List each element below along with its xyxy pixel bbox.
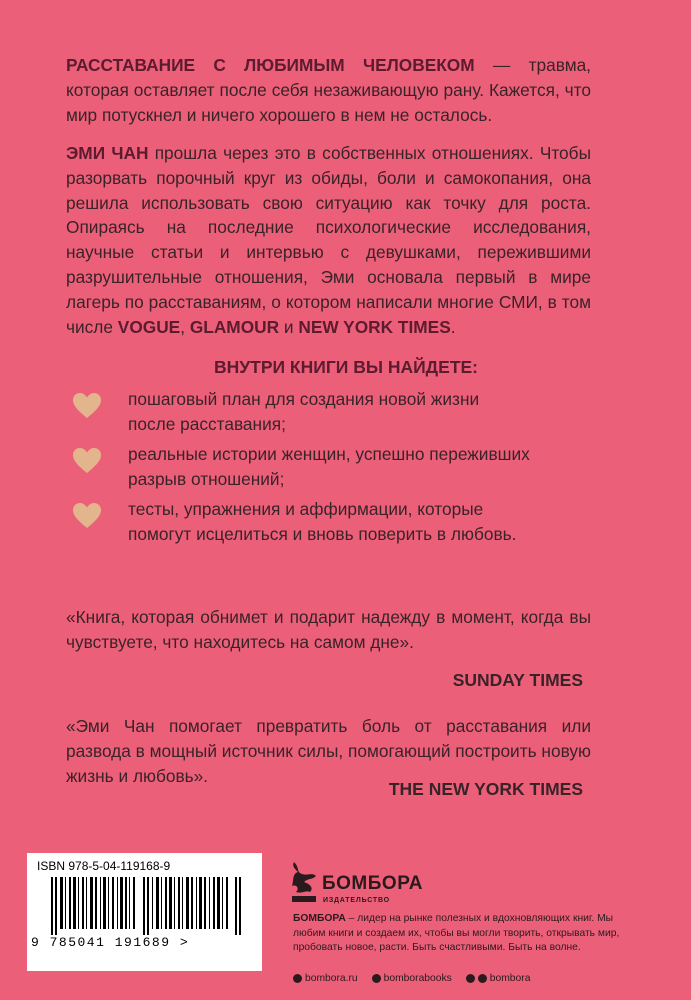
barcode [27,853,262,971]
social-label: bombora [489,973,531,984]
heart-icon [73,448,101,474]
intro-paragraph [66,53,591,127]
isbn-number: ISBN 978-5-04-119168-9 [37,859,171,873]
social-telegram [466,973,531,984]
media-vogue: VOGUE [117,316,181,337]
bullet-line: пошаговый план для создания новой жизни [128,389,480,409]
bombora-logo-icon [290,860,320,906]
facebook-icon [466,974,475,983]
publisher-description-text: – лидер на рынке полезных и вдохновляющих книг. Мы любим книги и создаем их, чтобы вы могли творить, открывать мир, пробовать новое, расти. Быть счастливыми. Быть на волне. [293,913,620,953]
media-sep-2: и [279,316,299,337]
bullet-text [128,442,628,492]
social-label: bomborabooks [383,973,452,984]
media-sep-1: , [180,316,190,337]
publisher-logo-subtitle: ИЗДАТЕЛЬСТВО [323,897,390,904]
heart-icon [73,503,101,529]
social-vk [372,973,452,984]
barcode-digits: 9 785041 191689 > [31,935,190,950]
bullet-text [128,387,628,437]
telegram-icon [478,974,487,983]
intro-lead-text: — травма, которая оставляет после себя незаживающую рану. Кажется, что мир потускнел и ничего хорошего в нем не осталось. [66,55,591,125]
media-nyt: NEW YORK TIMES [298,316,451,337]
media-glamour: GLAMOUR [189,316,280,337]
publisher-description-name: БОМБОРА [293,913,346,924]
instagram-icon [293,974,302,983]
social-website [293,973,358,984]
quote-text: «Книга, которая обнимет и подарит надежду в момент, когда вы чувствуете, что находитесь на самом дне». [66,607,591,652]
heart-icon [73,393,101,419]
author-text: прошла через это в собственных отношениях. Чтобы разорвать порочный круг из обиды, боли и самокопания, она решила использовать свою ситуацию как точку для роста. Опираясь на последние психологические исследования, научные статьи и интервью с девушками, пережившими разрушительные отношения, Эми основала первый в мире лагерь по расставаниям, о котором написали многие СМИ, в том числе [66,143,591,337]
quote-text: «Эми Чан помогает превратить боль от расставания или развода в мощный источник силы, помогающий построить новую жизнь и любовь». [66,716,591,786]
social-links [293,973,530,984]
intro-lead-highlight: РАССТАВАНИЕ С ЛЮБИМЫМ ЧЕЛОВЕКОМ [66,55,475,75]
author-paragraph [66,141,591,339]
bullet-line: после расставания; [128,413,286,434]
publisher-logo-name: БОМБОРА [322,873,423,894]
author-end: . [450,316,456,337]
bullet-line: помогут исцелиться и вновь поверить в любовь. [128,523,517,544]
bullet-text [128,497,628,547]
social-label: bombora.ru [305,973,358,984]
author-name-highlight: ЭМИ ЧАН [66,143,149,163]
quote-source: THE NEW YORK TIMES [388,779,583,799]
vk-icon [372,974,381,983]
bullet-line: разрыв отношений; [128,468,285,489]
bullet-line: реальные истории женщин, успешно переживших [128,444,530,464]
barcode-bars [51,877,247,935]
inside-title: ВНУТРИ КНИГИ ВЫ НАЙДЕТЕ: [213,357,479,377]
bullet-line: тесты, упражнения и аффирмации, которые [128,499,484,519]
publisher-description [293,912,633,956]
quote-source: SUNDAY TIMES [452,670,583,690]
